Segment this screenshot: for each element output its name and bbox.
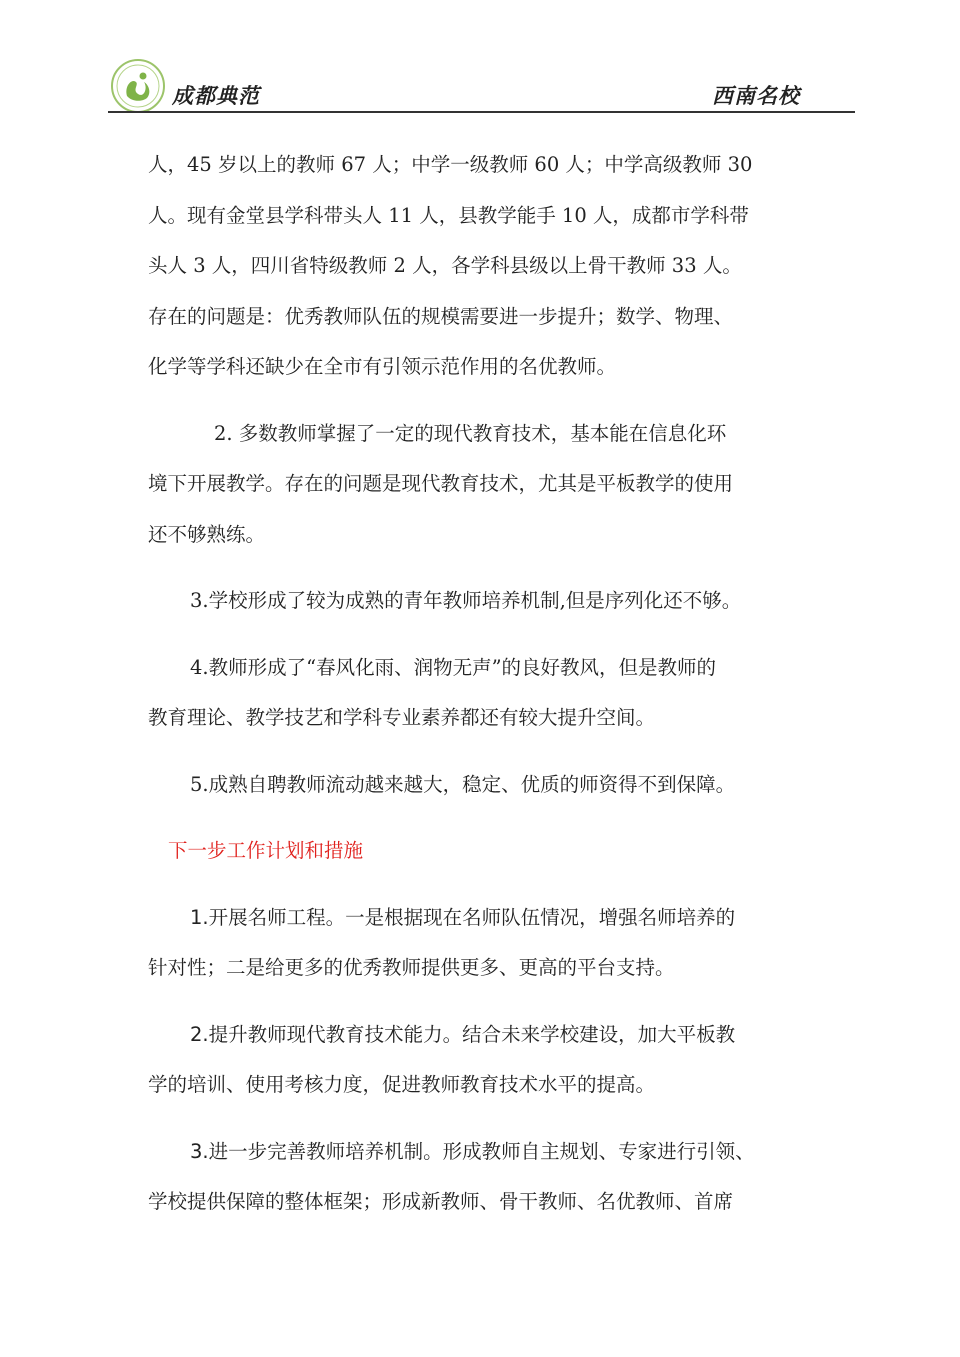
text-line: 5.成熟自聘教师流动越来越大，稳定、优质的师资得不到保障。 (190, 772, 736, 796)
text-line: 学校提供保障的整体框架；形成新教师、骨干教师、名优教师、首席 (148, 1190, 734, 1213)
section-heading: 下一步工作计划和措施 (168, 839, 364, 862)
paragraph-4 (148, 643, 828, 744)
school-logo-icon (110, 58, 166, 114)
plan-item-3 (148, 1127, 828, 1228)
paragraph-5 (148, 760, 828, 811)
item-text: 提升教师现代教育技术能力。结合未来学校建设，加大平板教 (208, 1022, 736, 1046)
paragraph-2 (148, 409, 828, 561)
paragraph-3 (148, 576, 828, 627)
brand-right-text: 西南名校 (712, 83, 800, 108)
text-line: 还不够熟练。 (148, 522, 266, 546)
text-line: 存在的问题是：优秀教师队伍的规模需要进一步提升；数学、物理、 (148, 304, 734, 328)
text-line: 化学等学科还缺少在全市有引领示范作用的名优教师。 (148, 355, 617, 378)
page-header (108, 58, 856, 116)
header-divider (108, 111, 855, 113)
document-body (148, 140, 828, 1228)
paragraph-stats (148, 140, 828, 393)
text-line: 人。现有金堂县学科带头人 11 人，县教学能手 10 人，成都市学科带 (148, 203, 749, 227)
text-line: 3.学校形成了较为成熟的青年教师培养机制,但是序列化还不够。 (190, 589, 742, 612)
text-line: 头人 3 人，四川省特级教师 2 人，各学科县级以上骨干教师 33 人。 (148, 254, 742, 277)
brand-left-text: 成都典范 (172, 83, 260, 108)
item-number: 3. (190, 1139, 209, 1163)
item-text: 进一步完善教师培养机制。形成教师自主规划、专家进行引领、 (208, 1139, 755, 1163)
text-line (148, 893, 828, 944)
item-number: 1. (190, 905, 209, 929)
text-line: 境下开展教学。存在的问题是现代教育技术，尤其是平板教学的使用 (148, 472, 734, 495)
text-line: 学的培训、使用考核力度，促进教师教育技术水平的提高。 (148, 1073, 656, 1096)
text-line: 4.教师形成了“春风化雨、润物无声”的良好教风，但是教师的 (190, 655, 717, 679)
plan-item-2 (148, 1010, 828, 1111)
text-line (148, 1127, 828, 1178)
text-line: 2. 多数教师掌握了一定的现代教育技术，基本能在信息化环 (214, 421, 727, 445)
item-text: 开展名师工程。一是根据现在名师队伍情况，增强名师培养的 (208, 905, 736, 929)
plan-item-1 (148, 893, 828, 994)
text-line: 人，45 岁以上的教师 67 人；中学一级教师 60 人；中学高级教师 30 (148, 153, 753, 176)
text-line (148, 1010, 828, 1061)
text-line: 教育理论、教学技艺和学科专业素养都还有较大提升空间。 (148, 706, 656, 729)
text-line: 针对性；二是给更多的优秀教师提供更多、更高的平台支持。 (148, 956, 675, 979)
item-number: 2. (190, 1022, 209, 1046)
